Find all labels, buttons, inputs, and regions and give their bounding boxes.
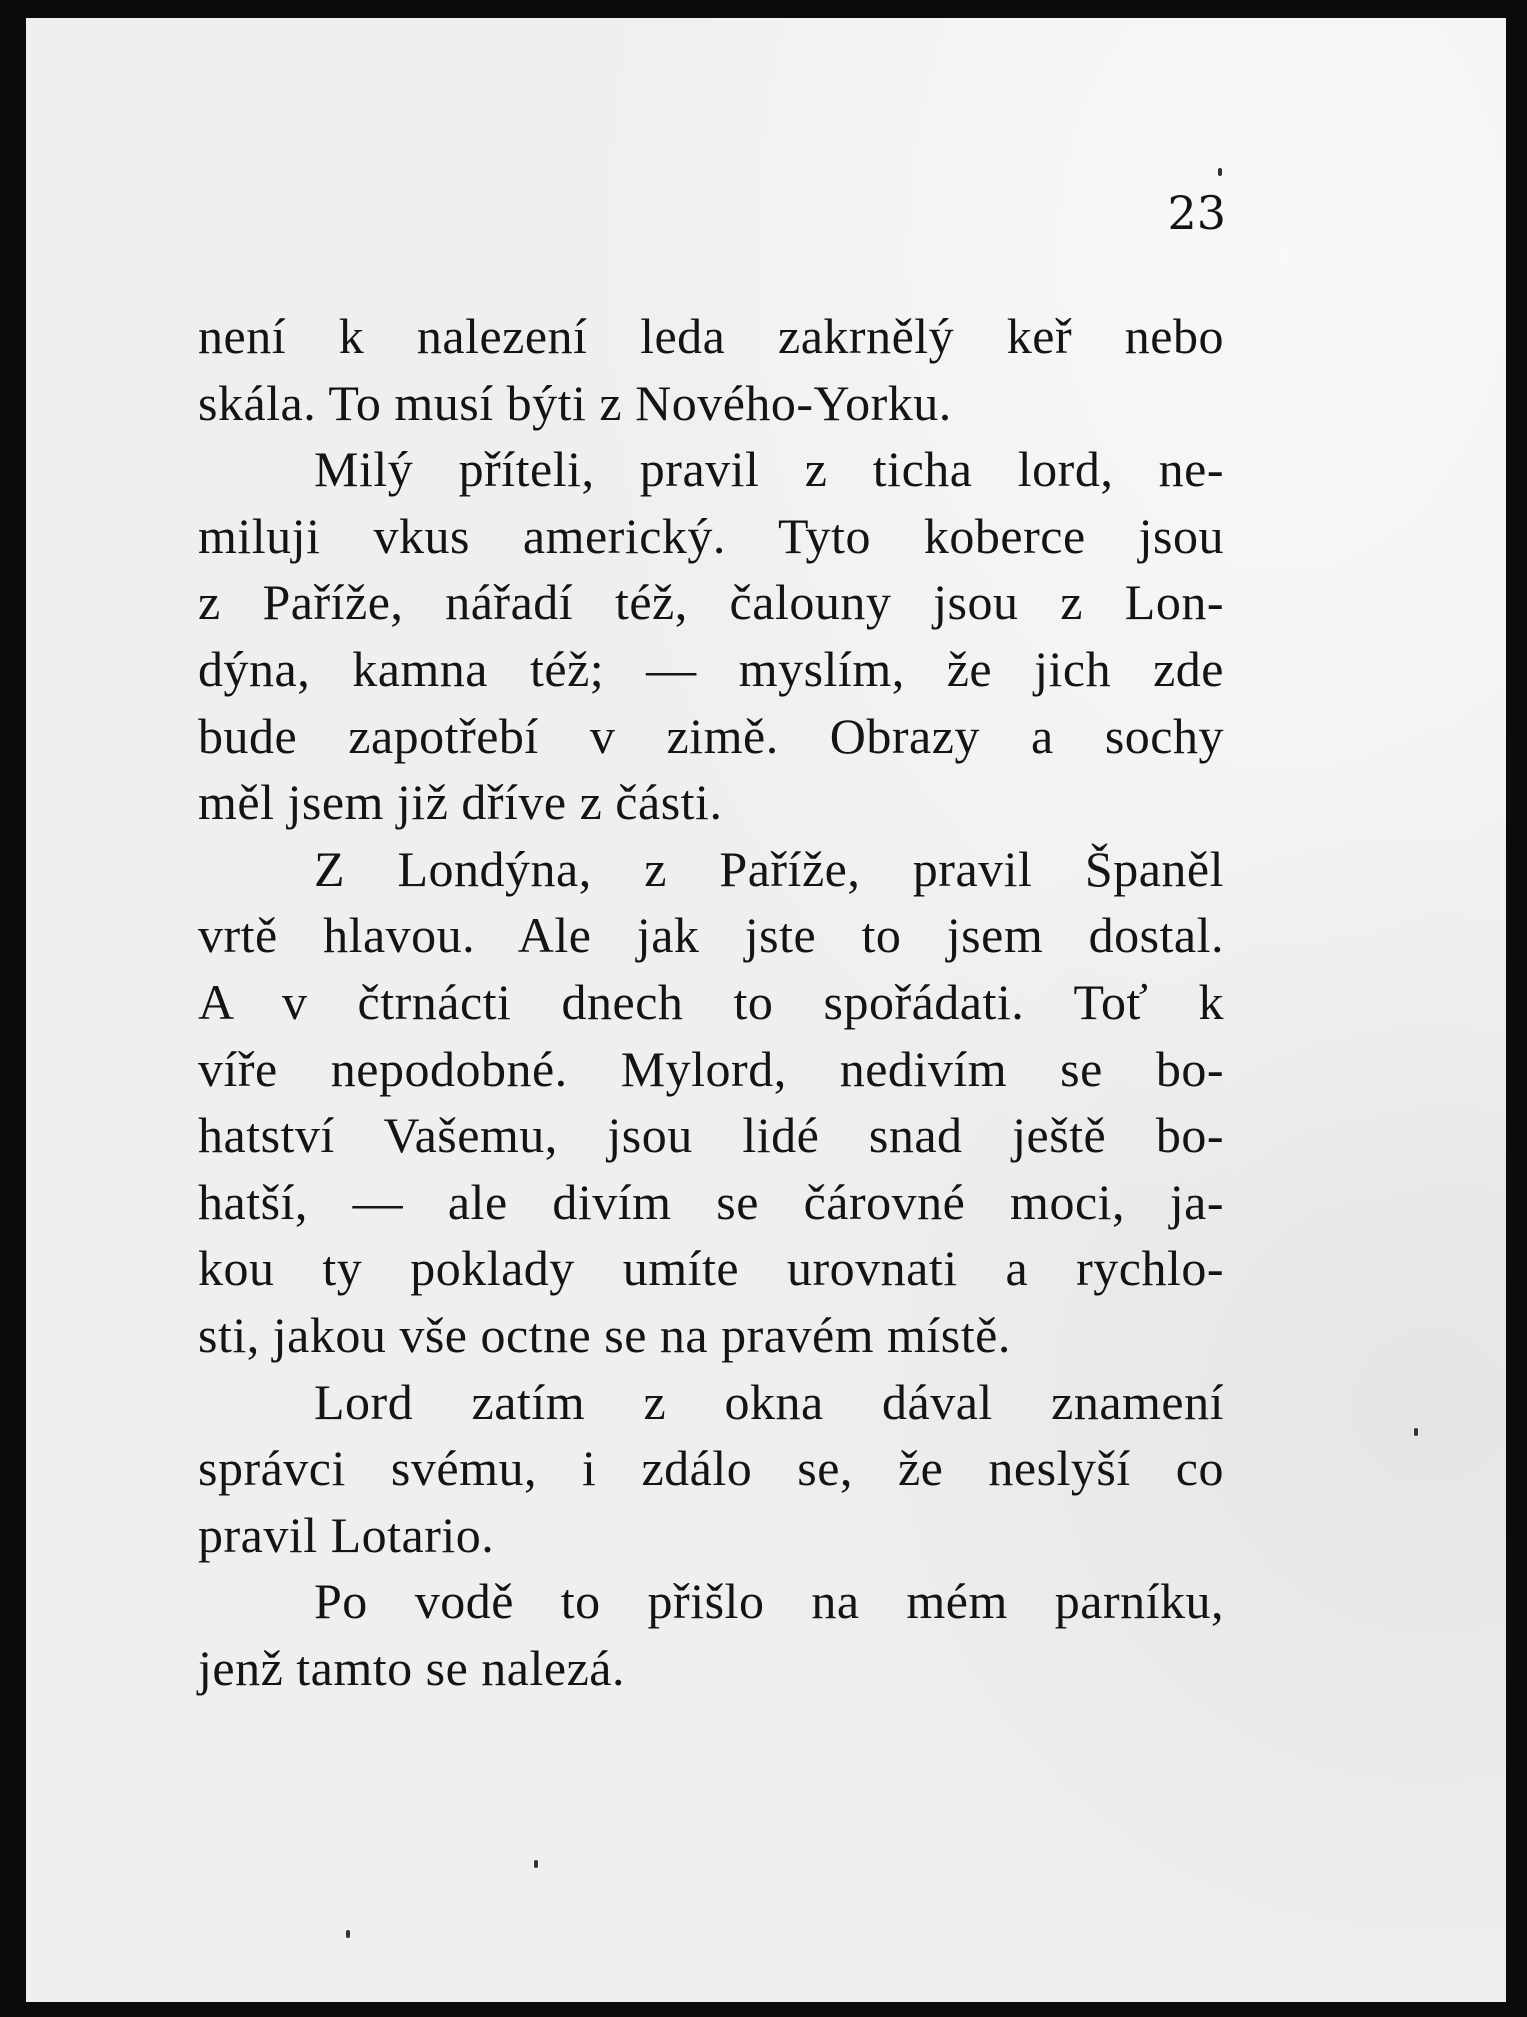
text-line-14: hatší, — ale divím se čárovné moci, ja- <box>198 1173 1224 1230</box>
scan-speck <box>1218 168 1222 176</box>
text-line-2: skála. To musí býti z Nového-Yorku. <box>198 374 952 431</box>
text-line-12: víře nepodobné. Mylord, nedivím se bo- <box>198 1040 1224 1097</box>
text-line-8: měl jsem již dříve z části. <box>198 774 723 831</box>
scan-speck <box>534 1860 538 1868</box>
text-line-10: vrtě hlavou. Ale jak jste to jsem dostal. <box>198 907 1224 964</box>
book-page <box>26 18 1506 2002</box>
scan-speck <box>1414 1428 1418 1436</box>
text-line-11: A v čtrnácti dnech to spořádati. Toť k <box>198 973 1224 1030</box>
text-line-19: pravil Lotario. <box>198 1506 495 1563</box>
text-line-3: Milý příteli, pravil z ticha lord, ne- <box>314 441 1224 498</box>
text-line-13: hatství Vašemu, jsou lidé snad ještě bo- <box>198 1107 1224 1164</box>
text-line-18: správci svému, i zdálo se, že neslyší co <box>198 1440 1224 1497</box>
text-line-9: Z Londýna, z Paříže, pravil Španěl <box>314 840 1224 897</box>
text-line-20: Po vodě to přišlo na mém parníku, <box>314 1573 1224 1630</box>
page-number: 23 <box>1167 186 1226 240</box>
body-text <box>198 303 1224 1701</box>
text-line-4: miluji vkus americký. Tyto koberce jsou <box>198 507 1224 564</box>
text-line-15: kou ty poklady umíte urovnati a rychlo- <box>198 1240 1224 1297</box>
text-line-6: dýna, kamna též; — myslím, že jich zde <box>198 640 1224 697</box>
text-line-1: není k nalezení leda zakrnělý keř nebo <box>198 308 1224 364</box>
scan-speck <box>346 1930 350 1938</box>
text-line-5: z Paříže, nářadí též, čalouny jsou z Lon- <box>198 574 1224 631</box>
text-line-7: bude zapotřebí v zimě. Obrazy a sochy <box>198 707 1224 764</box>
text-line-21: jenž tamto se nalezá. <box>198 1639 625 1696</box>
text-line-16: sti, jakou vše octne se na pravém místě. <box>198 1306 1011 1363</box>
text-line-17: Lord zatím z okna dával znamení <box>314 1373 1224 1430</box>
